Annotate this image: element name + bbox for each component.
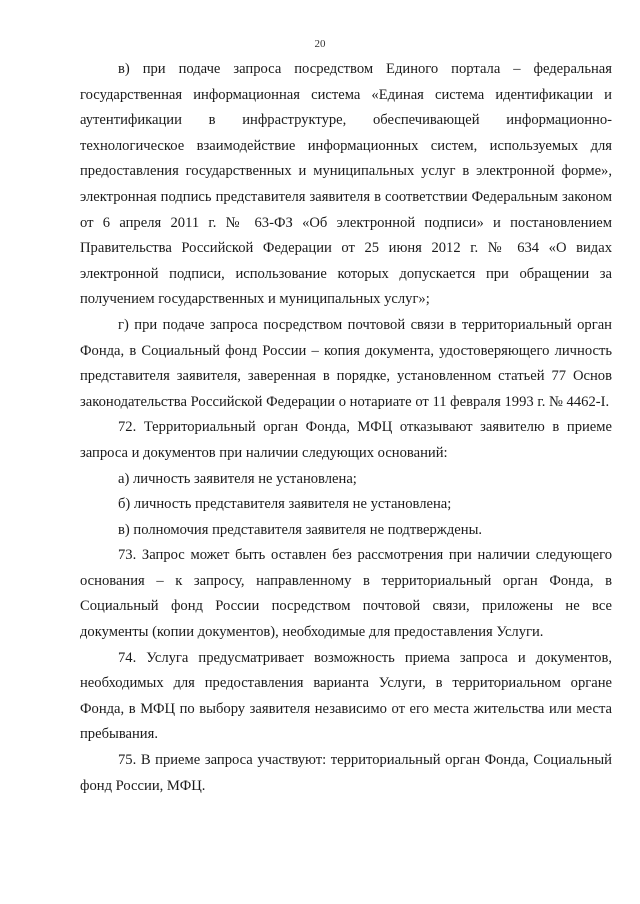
page-number: 20 (314, 38, 326, 50)
paragraph-item-g: г) при подаче запроса посредством почтовой связи в территориальный орган Фонда, в Социальный фонд России – копия документа, удостоверяющего личность представителя заявителя, заверенная в порядке, установленном статьей 77 Основ законодательства Российской Федерации о нотариате от 11 февраля 1993 г. № 4462-I. (80, 316, 612, 410)
document-body (80, 57, 612, 799)
paragraph-72-item-a: а) личность заявителя не установлена; (118, 470, 357, 487)
paragraph-72: 72. Территориальный орган Фонда, МФЦ отказывают заявителю в приеме запроса и документов при наличии следующих оснований: (80, 419, 612, 461)
paragraph-72-item-b: б) личность представителя заявителя не установлена; (118, 496, 452, 513)
paragraph-item-v: в) при подаче запроса посредством Единого портала – федеральная государственная информационная система «Единая система идентификации и аутентификации в инфраструктуре, обеспечивающей информационно-технологическое взаимодействие информационных систем, используемых для предоставления государственных и муниципальных услуг в электронной форме», электронная подпись представителя заявителя в соответствии Федеральным законом от 6 апреля 2011 г. № 63-ФЗ «Об электронной подписи» и постановлением Правительства Российской Федерации от 25 июня 2012 г. № 634 «О видах электронной подписи, использование которых допускается при обращении за получением государственных и муниципальных услуг»; (80, 61, 612, 308)
paragraph-72-item-v: в) полномочия представителя заявителя не подтверждены. (118, 521, 483, 538)
paragraph-75: 75. В приеме запроса участвуют: территориальный орган Фонда, Социальный фонд России, МФЦ. (80, 752, 612, 794)
paragraph-74: 74. Услуга предусматривает возможность приема запроса и документов, необходимых для предоставления варианта Услуги, в территориальном органе Фонда, в МФЦ по выбору заявителя независимо от его места жительства или места пребывания. (80, 649, 612, 743)
paragraph-73: 73. Запрос может быть оставлен без рассмотрения при наличии следующего основания – к запросу, направленному в территориальный орган Фонда, в Социальный фонд России посредством почтовой связи, приложены не все документы (копии документов), необходимые для предоставления Услуги. (80, 547, 612, 641)
